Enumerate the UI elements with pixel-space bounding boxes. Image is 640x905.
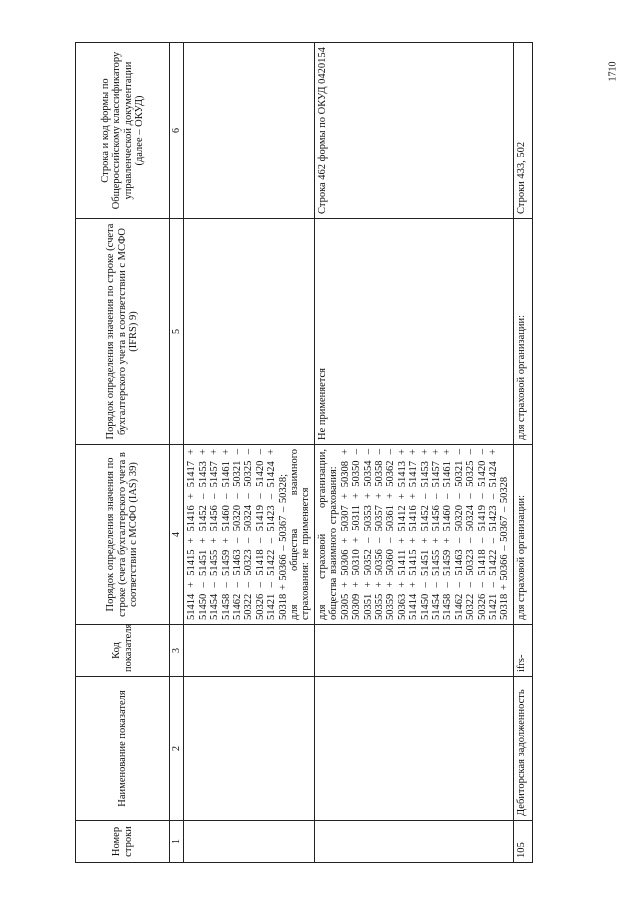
formula-line: 50305 + 50306 + 50307 + 50308 +: [339, 448, 351, 620]
ias39-cell: [314, 444, 513, 624]
formula-note: страхования: не применяется: [300, 487, 312, 620]
header-row: [76, 42, 170, 862]
ifrs9-text: Не применяется: [316, 367, 328, 440]
formula-line: 51454 – 51455 + 51456 – 51457 +: [209, 448, 221, 620]
header-row-number: Номер строки: [76, 820, 170, 862]
formula-line: 51462 – 51463 – 50320 – 50321 –: [232, 448, 244, 620]
ifrs9-cell: [184, 218, 314, 444]
column-number: 5: [170, 218, 184, 444]
table-row: [184, 42, 314, 862]
formula-line: 50318 + 50366 – 50367 – 50328: [499, 476, 511, 620]
ias39-cell: [184, 444, 314, 624]
okud-cell: [184, 42, 314, 218]
column-number: 3: [170, 624, 184, 676]
formula-line: 50351 + 50352 – 50353 + 50354 –: [362, 448, 374, 620]
indicator-code-cell: [184, 624, 314, 676]
formula-line: 50322 – 50323 – 50324 – 50325 –: [465, 448, 477, 620]
table-row-105: [513, 42, 532, 862]
table-row: [314, 42, 513, 862]
okud-text: Строка 462 формы по ОКУД 0420154: [316, 46, 328, 214]
header-indicator-code: Код показателя: [76, 624, 170, 676]
indicator-name-cell: [184, 676, 314, 820]
formula-intro: для страховой организации,: [316, 448, 328, 620]
formula-line: 51450 – 51451 + 51452 – 51453 +: [419, 448, 431, 620]
ias39-cell: для страховой организации:: [513, 444, 532, 624]
row-number-cell: [314, 820, 513, 862]
header-ifrs9: Порядок определения значения по строке (счета бухгалтерского учета в соответствии с МСФО (IFRS) 9): [76, 218, 170, 444]
indicator-code-cell: [314, 624, 513, 676]
formula-line: 50322 – 50323 – 50324 – 50325 –: [243, 448, 255, 620]
page-number: 1710: [607, 61, 619, 81]
formula-note: для общества взаимного: [289, 448, 301, 620]
column-number-row: [170, 42, 184, 862]
column-number: 6: [170, 42, 184, 218]
okud-cell: Строки 433, 502: [513, 42, 532, 218]
formula-intro: общества взаимного страхования:: [328, 465, 340, 620]
indicator-code-cell: ifrs-: [513, 624, 532, 676]
formula-line: 50318 + 50366 – 50367 – 50328;: [277, 473, 289, 620]
formula-line: 50359 + 50360 – 50361 + 50362 –: [385, 448, 397, 620]
formula-line: 51450 – 51451 + 51452 – 51453 +: [197, 448, 209, 620]
formula-line: 51414 + 51415 + 51416 + 51417 +: [408, 448, 420, 620]
formula-line: 50355 + 50356 – 50357 + 50358 –: [373, 448, 385, 620]
formula-line: 50326 – 51418 – 51419 – 51420 –: [476, 448, 488, 620]
formula-line: 51458 – 51459 + 51460 – 51461 +: [442, 448, 454, 620]
ifrs9-cell: для страховой организации:: [513, 218, 532, 444]
formula-line: 51421 – 51422 – 51423 – 51424 +: [266, 448, 278, 620]
formula-line: 51462 – 51463 – 50320 – 50321 –: [453, 448, 465, 620]
column-number: 1: [170, 820, 184, 862]
header-ias39: Порядок определения значения по строке (счета бухгалтерского учета в соответствии с МСФО (IAS) 39): [76, 444, 170, 624]
formula-line: 51421 – 51422 – 51423 – 51424 +: [487, 448, 499, 620]
formula-line: 51414 + 51415 + 51416 + 51417 +: [186, 448, 198, 620]
column-number: 4: [170, 444, 184, 624]
row-number-cell: 105: [513, 820, 532, 862]
row-number-cell: [184, 820, 314, 862]
formula-line: 50309 + 50310 + 50311 + 50350 –: [351, 448, 363, 620]
ifrs9-cell: [314, 218, 513, 444]
header-indicator-name: Наименование показателя: [76, 676, 170, 820]
formula-line: 51458 – 51459 + 51460 – 51461 +: [220, 448, 232, 620]
indicator-name-cell: Дебиторская задолженность: [513, 676, 532, 820]
okud-cell: [314, 42, 513, 218]
column-number: 2: [170, 676, 184, 820]
formula-line: 51454 – 51455 + 51456 – 51457 +: [430, 448, 442, 620]
indicator-name-cell: [314, 676, 513, 820]
formula-line: 50363 + 51411 + 51412 + 51413 +: [396, 448, 408, 620]
header-okud: Строка и код формы по Общероссийскому классификатору управленческой документации (далее – ОКУД): [76, 42, 170, 218]
rotated-table-container: [75, 43, 565, 863]
formula-line: 50326 – 51418 – 51419 – 51420 –: [254, 448, 266, 620]
indicator-table: [75, 42, 533, 863]
